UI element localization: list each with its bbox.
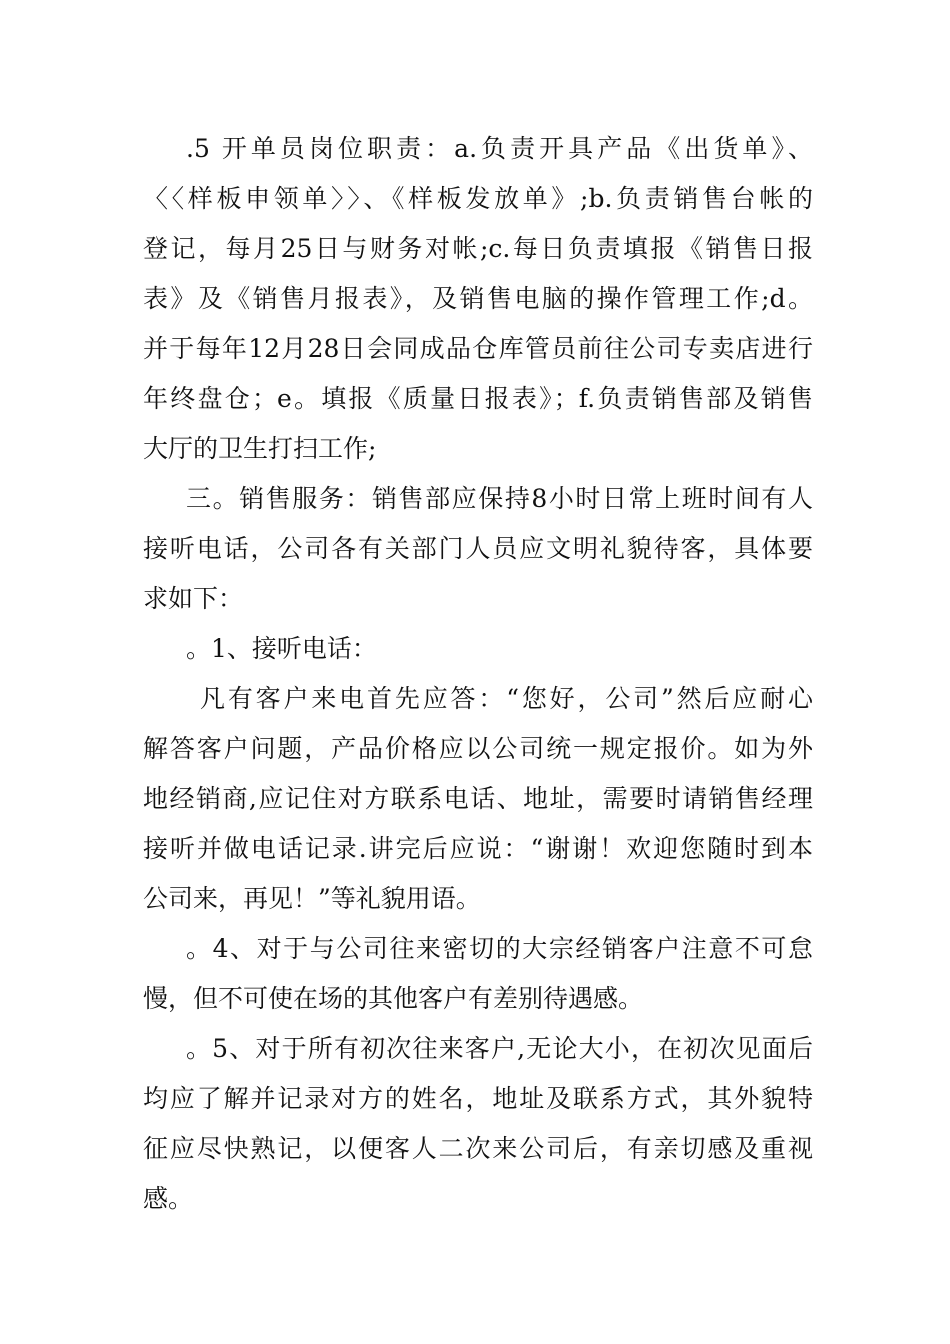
text-line: 大厅的卫生打扫工作; xyxy=(143,434,377,463)
text-line: 求如下： xyxy=(143,584,244,613)
text-line: 征应尽快熟记，以便客人二次来公司后，有亲切感及重视 xyxy=(143,1134,813,1163)
text-line: 均应了解并记录对方的姓名，地址及联系方式，其外貌特 xyxy=(143,1084,813,1113)
text-line: 接听电话，公司各有关部门人员应文明礼貌待客，具体要 xyxy=(143,534,813,563)
text-line: 解答客户问题，产品价格应以公司统一规定报价。如为外 xyxy=(143,734,813,763)
text-line: 。5、对于所有初次往来客户,无论大小，在初次见面后 xyxy=(186,1034,813,1063)
text-line: .5 开单员岗位职责：a.负责开具产品《出货单》、 xyxy=(186,134,813,163)
text-line: 三。销售服务：销售部应保持8小时日常上班时间有人 xyxy=(186,484,813,513)
text-line: 表》及《销售月报表》，及销售电脑的操作管理工作;d。 xyxy=(143,284,813,313)
text-line: 接听并做电话记录.讲完后应说：“谢谢！欢迎您随时到本 xyxy=(143,834,813,863)
text-line: 慢，但不可使在场的其他客户有差别待遇感。 xyxy=(143,984,644,1013)
text-line: 地经销商,应记住对方联系电话、地址，需要时请销售经理 xyxy=(143,784,813,813)
text-line: 登记，每月25日与财务对帐;c.每日负责填报《销售日报 xyxy=(143,234,813,263)
text-line: 公司来，再见！”等礼貌用语。 xyxy=(143,884,481,913)
text-line: 。4、对于与公司往来密切的大宗经销客户注意不可怠 xyxy=(186,934,813,963)
text-line: 凡有客户来电首先应答：“您好，公司”然后应耐心 xyxy=(200,684,813,713)
text-line: 〈〈样板申领单〉〉、《样板发放单》;b.负责销售台帐的 xyxy=(143,184,813,213)
text-line: 并于每年12月28日会同成品仓库管员前往公司专卖店进行 xyxy=(143,334,813,363)
text-line: 年终盘仓；e。填报《质量日报表》；f.负责销售部及销售 xyxy=(143,384,813,413)
text-line: 感。 xyxy=(143,1184,194,1213)
section-heading: 。1、接听电话： xyxy=(186,634,377,663)
